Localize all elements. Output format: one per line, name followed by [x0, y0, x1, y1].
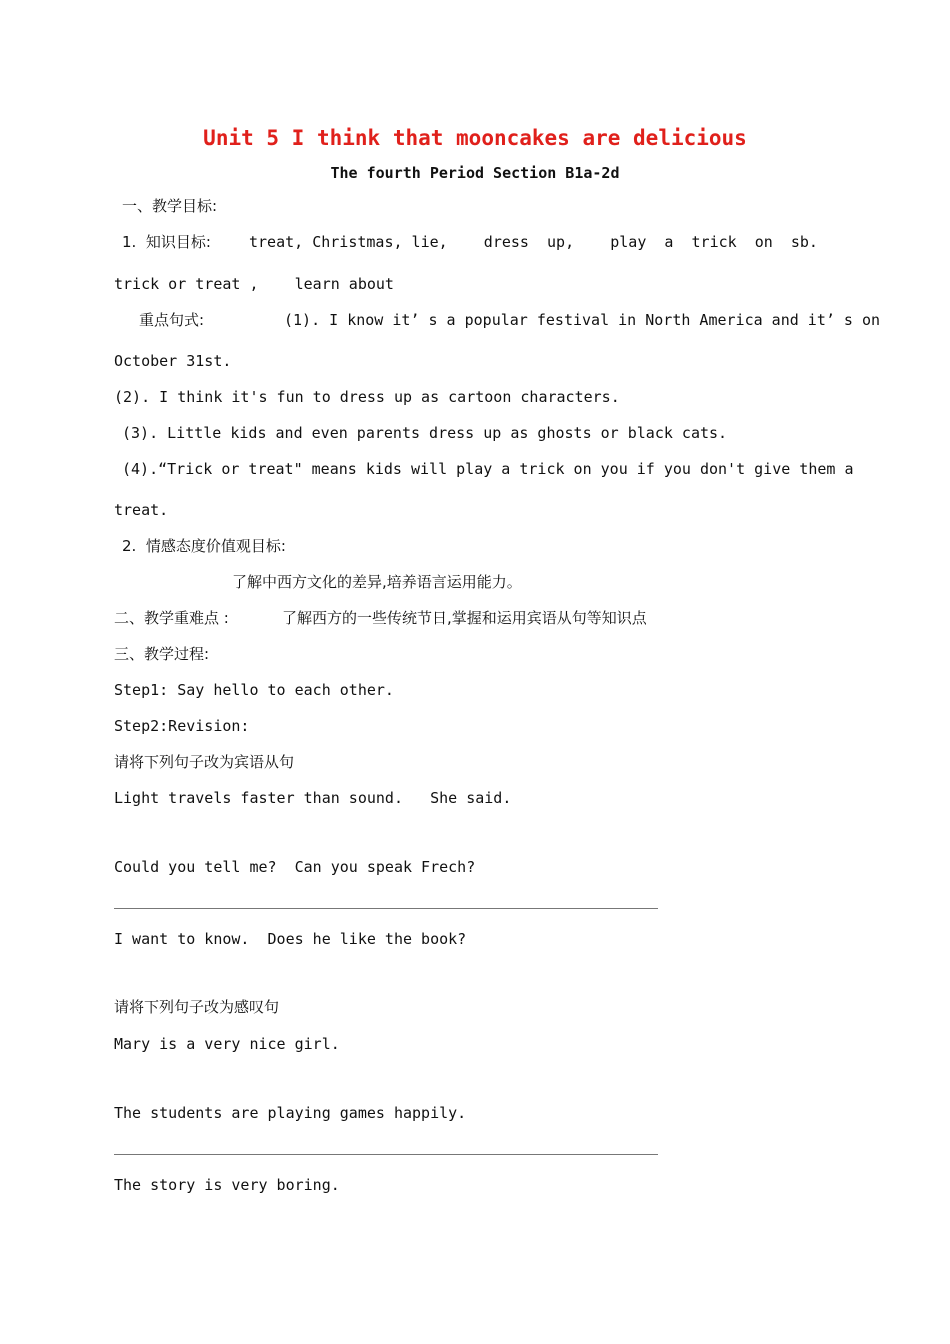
task-2-question-2: The students are playing games happily. [114, 1104, 467, 1122]
emotion-goal-label: 2. 情感态度价值观目标: [122, 537, 286, 555]
document-subtitle: The fourth Period Section B1a-2d [330, 164, 620, 182]
key-sentence-4-cont: treat. [114, 501, 169, 519]
task-1-question-1: Light travels faster than sound. She said. [114, 789, 512, 807]
key-sentences-label: 重点句式: [139, 311, 205, 329]
task-2-question-3: The story is very boring. [114, 1176, 340, 1194]
step-1: Step1: Say hello to each other. [114, 681, 394, 699]
section-2-heading: 二、教学重难点 : [114, 609, 229, 627]
knowledge-goal-words-cont: trick or treat , learn about [114, 275, 394, 293]
knowledge-goal-label: 1. 知识目标: [122, 233, 211, 251]
emotion-goal-text: 了解中西方文化的差异,培养语言运用能力。 [232, 573, 522, 591]
answer-line [114, 1154, 658, 1155]
task-2-question-1: Mary is a very nice girl. [114, 1035, 340, 1053]
key-sentence-4: (4).“Trick or treat" means kids will play a trick on you if you don't give them a [122, 460, 854, 478]
section-3-heading: 三、教学过程: [114, 645, 210, 663]
knowledge-goal-words: treat, Christmas, lie, dress up, play a trick on sb. [249, 233, 818, 251]
key-sentence-1-cont: October 31st. [114, 352, 232, 370]
task-1-instruction: 请将下列句子改为宾语从句 [114, 753, 295, 771]
task-1-question-2: Could you tell me? Can you speak Frech? [114, 858, 476, 876]
step-2: Step2:Revision: [114, 717, 250, 735]
section-1-heading: 一、教学目标: [122, 197, 218, 215]
key-sentence-3: (3). Little kids and even parents dress up as ghosts or black cats. [122, 424, 728, 442]
key-sentence-1: (1). I know it’ s a popular festival in North America and it’ s on [284, 311, 881, 329]
document-title: Unit 5 I think that mooncakes are delicious [203, 126, 747, 150]
answer-line [114, 908, 658, 909]
section-2-text: 了解西方的一些传统节日,掌握和运用宾语从句等知识点 [282, 609, 647, 627]
task-1-question-3: I want to know. Does he like the book? [114, 930, 467, 948]
task-2-instruction: 请将下列句子改为感叹句 [114, 998, 280, 1016]
key-sentence-2: (2). I think it's fun to dress up as cartoon characters. [114, 388, 620, 406]
